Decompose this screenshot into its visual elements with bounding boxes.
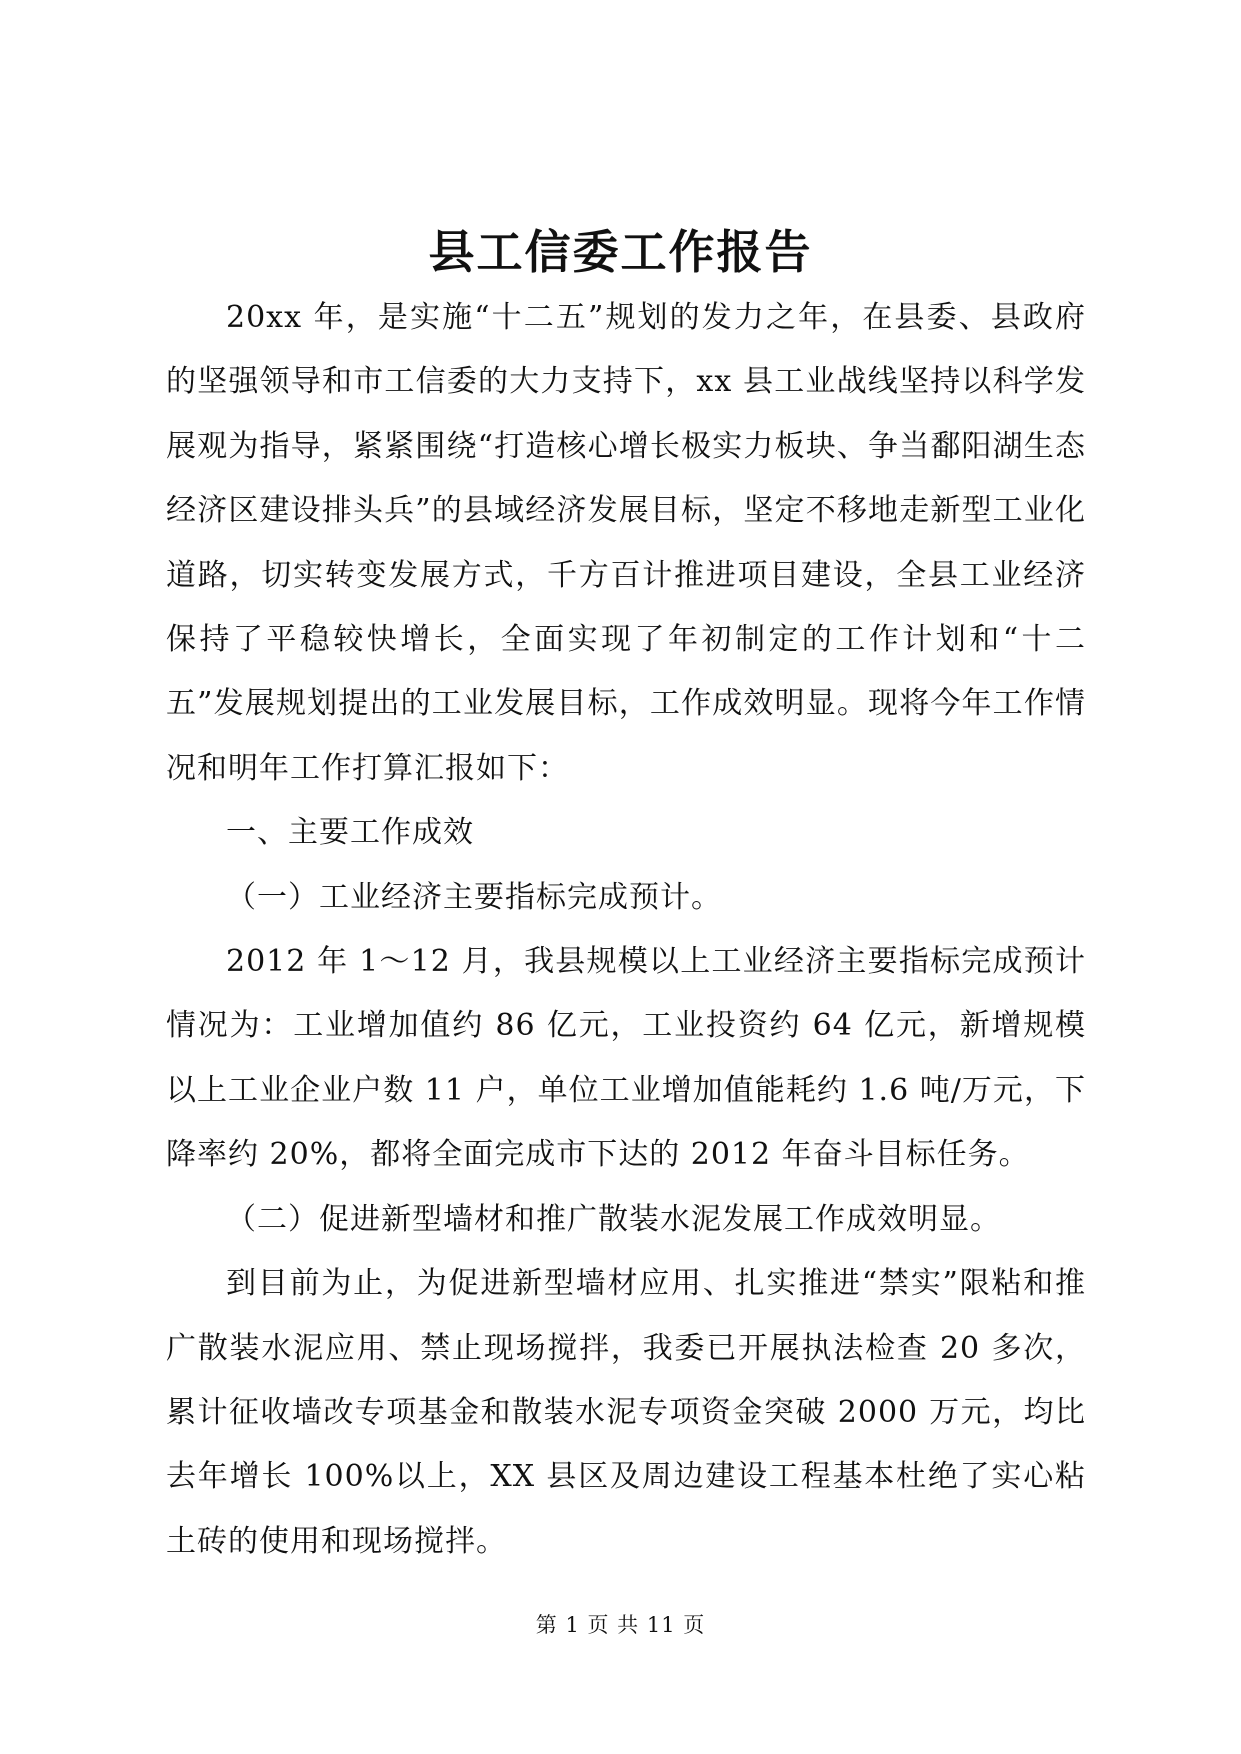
page-footer: 第 1 页 共 11 页 bbox=[535, 1613, 706, 1637]
wall-materials-paragraph: 到目前为止，为促进新型墙材应用、扎实推进“禁实”限粘和推广散装水泥应用、禁止现场搅拌，我委已开展执法检查 20 多次，累计征收墙改专项基金和散装水泥专项资金突破 2000 万元，均比去年增长 100%以上，XX 县区及周边建设工程基本杜绝了实心粘土砖的使用和现场搅拌。 bbox=[166, 1266, 1086, 1559]
subsection-heading-1: （一）工业经济主要指标完成预计。 bbox=[226, 879, 722, 915]
document-title: 县工信委工作报告 bbox=[428, 225, 813, 279]
indicators-paragraph: 2012 年 1～12 月，我县规模以上工业经济主要指标完成预计情况为：工业增加值约 86 亿元，工业投资约 64 亿元，新增规模以上工业企业户数 11 户，单位工业增加值能耗约 1.6 吨/万元，下降率约 20%，都将全面完成市下达的 2012 年奋斗目标任务。 bbox=[166, 944, 1086, 1173]
subsection-heading-2: （二）促进新型墙材和推广散装水泥发展工作成效明显。 bbox=[226, 1201, 1001, 1237]
section-heading: 一、主要工作成效 bbox=[226, 815, 474, 851]
intro-paragraph: 20xx 年，是实施“十二五”规划的发力之年，在县委、县政府的坚强领导和市工信委的大力支持下，xx 县工业战线坚持以科学发展观为指导，紧紧围绕“打造核心增长极实力板块、争当鄱阳湖生态经济区建设排头兵”的县域经济发展目标，坚定不移地走新型工业化道路，切实转变发展方式，千方百计推进项目建设，全县工业经济保持了平稳较快增长，全面实现了年初制定的工作计划和“十二五”发展规划提出的工业发展目标，工作成效明显。现将今年工作情况和明年工作打算汇报如下： bbox=[166, 300, 1086, 786]
document-body bbox=[166, 286, 1086, 1574]
